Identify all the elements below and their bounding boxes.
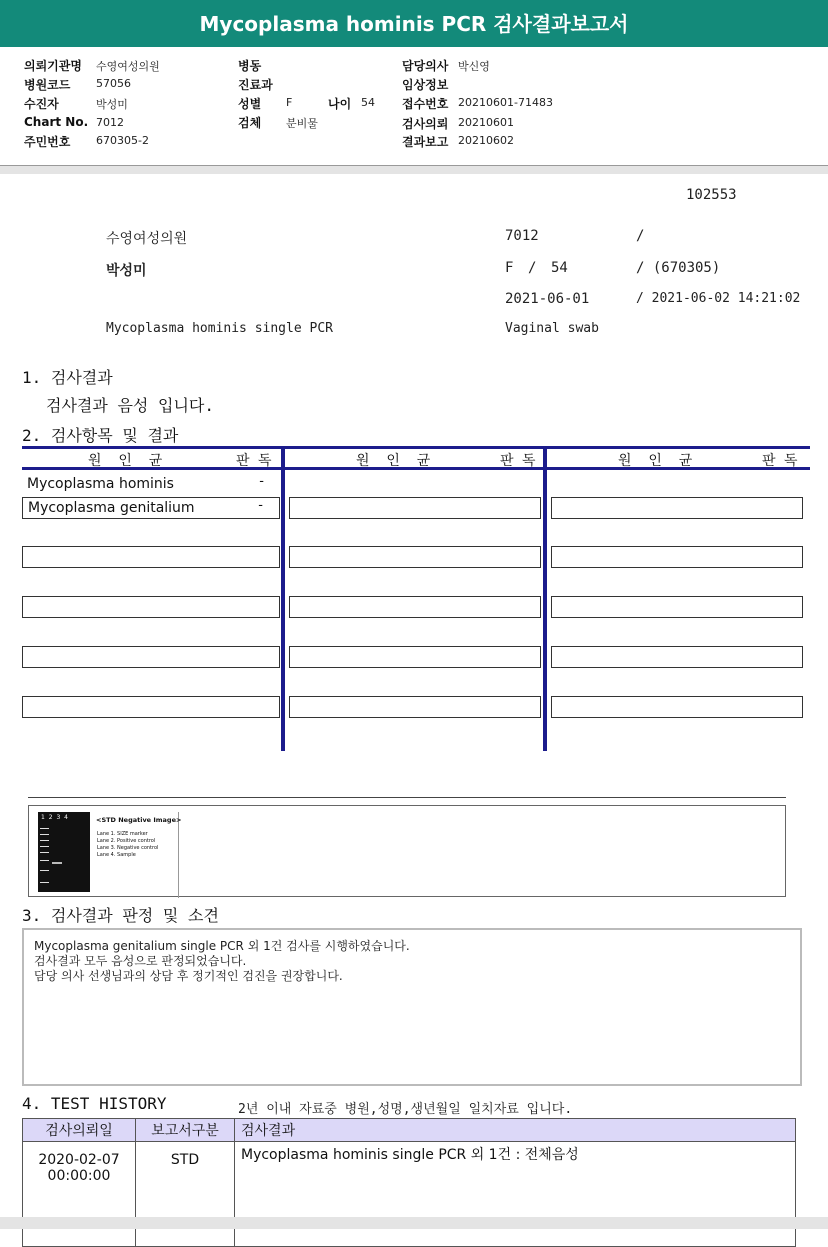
table-divider-2: [543, 446, 547, 751]
report-birth: / (670305): [636, 260, 721, 276]
pathogen-name: Mycoplasma hominis: [27, 476, 174, 492]
report-hospital: 수영여성의원: [106, 231, 188, 247]
patient-value: 박성미: [96, 98, 128, 111]
empty-cell: [551, 646, 803, 668]
report-date-label: 결과보고: [402, 135, 449, 149]
gel-legend-lane4: Lane 4. Sample: [97, 852, 136, 858]
separator: [0, 166, 828, 174]
institution-value: 수영여성의원: [96, 60, 160, 73]
gel-legend-lane2: Lane 2. Positive control: [97, 838, 156, 844]
empty-cell: [22, 696, 280, 718]
section1-result: 검사결과 음성 입니다.: [46, 396, 215, 415]
report-date-value: 20210602: [458, 134, 514, 147]
resident-no-label: 주민번호: [24, 135, 71, 149]
judgment-mark: -: [258, 498, 263, 513]
ward-label: 병동: [238, 59, 262, 73]
report-date-request: 2021-06-01: [505, 291, 590, 307]
table-top-rule: [22, 446, 810, 449]
report-name: 박성미: [106, 263, 147, 279]
empty-cell: [289, 497, 541, 519]
specimen-value: 분비물: [286, 117, 318, 130]
hospital-code-label: 병원코드: [24, 78, 71, 92]
age-label: 나이: [328, 97, 352, 111]
report-date-result: / 2021-06-02 14:21:02: [636, 291, 801, 306]
history-note: 2년 이내 자료중 병원,성명,생년월일 일치자료 입니다.: [238, 1102, 573, 1117]
col-judgment-2: 판 독: [500, 453, 536, 469]
col-pathogen-3: 원 인 균: [618, 453, 693, 469]
empty-cell: [289, 646, 541, 668]
gel-electrophoresis-image: [38, 812, 90, 892]
report-chart: 7012: [505, 228, 539, 244]
history-result: Mycoplasma hominis single PCR 외 1건 : 전체음성: [235, 1142, 796, 1247]
history-col-result: 검사결과: [235, 1119, 796, 1142]
gel-legend-lane1: Lane 1. SIZE marker: [97, 831, 148, 837]
result-row: [22, 474, 280, 496]
opinion-line-3: 담당 의사 선생님과의 상담 후 정기적인 검진을 권장합니다.: [34, 969, 343, 983]
history-type: STD: [136, 1142, 235, 1247]
receipt-no-value: 20210601-71483: [458, 96, 553, 109]
resident-no-value: 670305-2: [96, 134, 149, 147]
receipt-no-label: 접수번호: [402, 97, 449, 111]
history-date-cell: [23, 1142, 136, 1247]
empty-cell: [22, 646, 280, 668]
sex-value: F: [286, 96, 293, 109]
empty-cell: [289, 546, 541, 568]
section1-heading: 1. 검사결과: [22, 368, 113, 387]
opinion-box: [22, 928, 802, 1086]
section4-heading: 4. TEST HISTORY: [22, 1094, 167, 1113]
history-col-type: 보고서구분: [136, 1119, 235, 1142]
judgment-mark: -: [259, 474, 264, 489]
empty-cell: [22, 546, 280, 568]
col-pathogen-2: 원 인 균: [356, 453, 431, 469]
opinion-line-1: Mycoplasma genitalium single PCR 외 1건 검사를 시행하였습니다.: [34, 939, 410, 953]
opinion-line-2: 검사결과 모두 음성으로 판정되었습니다.: [34, 954, 247, 968]
empty-cell: [551, 696, 803, 718]
history-header-row: [23, 1119, 796, 1142]
empty-cell: [551, 497, 803, 519]
section3-heading: 3. 검사결과 판정 및 소견: [22, 906, 219, 925]
doctor-label: 담당의사: [402, 59, 449, 73]
request-date-label: 검사의뢰: [402, 117, 449, 131]
chart-no-label: Chart No.: [24, 115, 89, 129]
empty-cell: [289, 596, 541, 618]
pathogen-name: Mycoplasma genitalium: [28, 500, 195, 516]
department-label: 진료과: [238, 78, 273, 92]
history-date: 2020-02-07: [38, 1152, 120, 1168]
chart-no-value: 7012: [96, 116, 124, 129]
bottom-bar: [0, 1217, 828, 1229]
hospital-code-value: 57056: [96, 77, 131, 90]
result-row: [22, 497, 280, 519]
empty-cell: [22, 596, 280, 618]
institution-label: 의뢰기관명: [24, 59, 82, 73]
empty-cell: [289, 696, 541, 718]
section2-heading: 2. 검사항목 및 결과: [22, 426, 179, 445]
sex-label: 성별: [238, 97, 262, 111]
empty-cell: [551, 546, 803, 568]
request-date-value: 20210601: [458, 116, 514, 129]
divider-line: [28, 797, 786, 798]
clinical-info-label: 임상정보: [402, 78, 449, 92]
report-test-name: Mycoplasma hominis single PCR: [106, 321, 333, 336]
gel-legend-title: <STD Negative Image>: [96, 816, 182, 824]
empty-cell: [551, 596, 803, 618]
history-row: [23, 1142, 796, 1247]
table-divider-1: [281, 446, 285, 751]
header-panel: [0, 47, 828, 166]
col-pathogen-1: 원 인 균: [88, 453, 163, 469]
report-title: Mycoplasma hominis PCR 검사결과보고서: [0, 0, 828, 47]
specimen-label: 검체: [238, 116, 262, 130]
report-sep: /: [528, 260, 537, 276]
report-age: 54: [551, 260, 568, 276]
gel-legend-lane3: Lane 3. Negative control: [97, 845, 159, 851]
gel-legend: [90, 812, 182, 898]
report-id: 102553: [686, 187, 737, 203]
history-col-date: 검사의뢰일: [23, 1119, 136, 1142]
gel-lane-numbers: 1 2 3 4: [41, 814, 69, 821]
report-slash: /: [636, 228, 645, 244]
age-value: 54: [361, 96, 375, 109]
col-judgment-1: 판 독: [236, 453, 272, 469]
doctor-value: 박신영: [458, 60, 490, 73]
report-sample: Vaginal swab: [505, 321, 599, 336]
patient-label: 수진자: [24, 97, 59, 111]
col-judgment-3: 판 독: [762, 453, 798, 469]
report-sex: F: [505, 260, 514, 276]
history-time: 00:00:00: [47, 1168, 111, 1184]
